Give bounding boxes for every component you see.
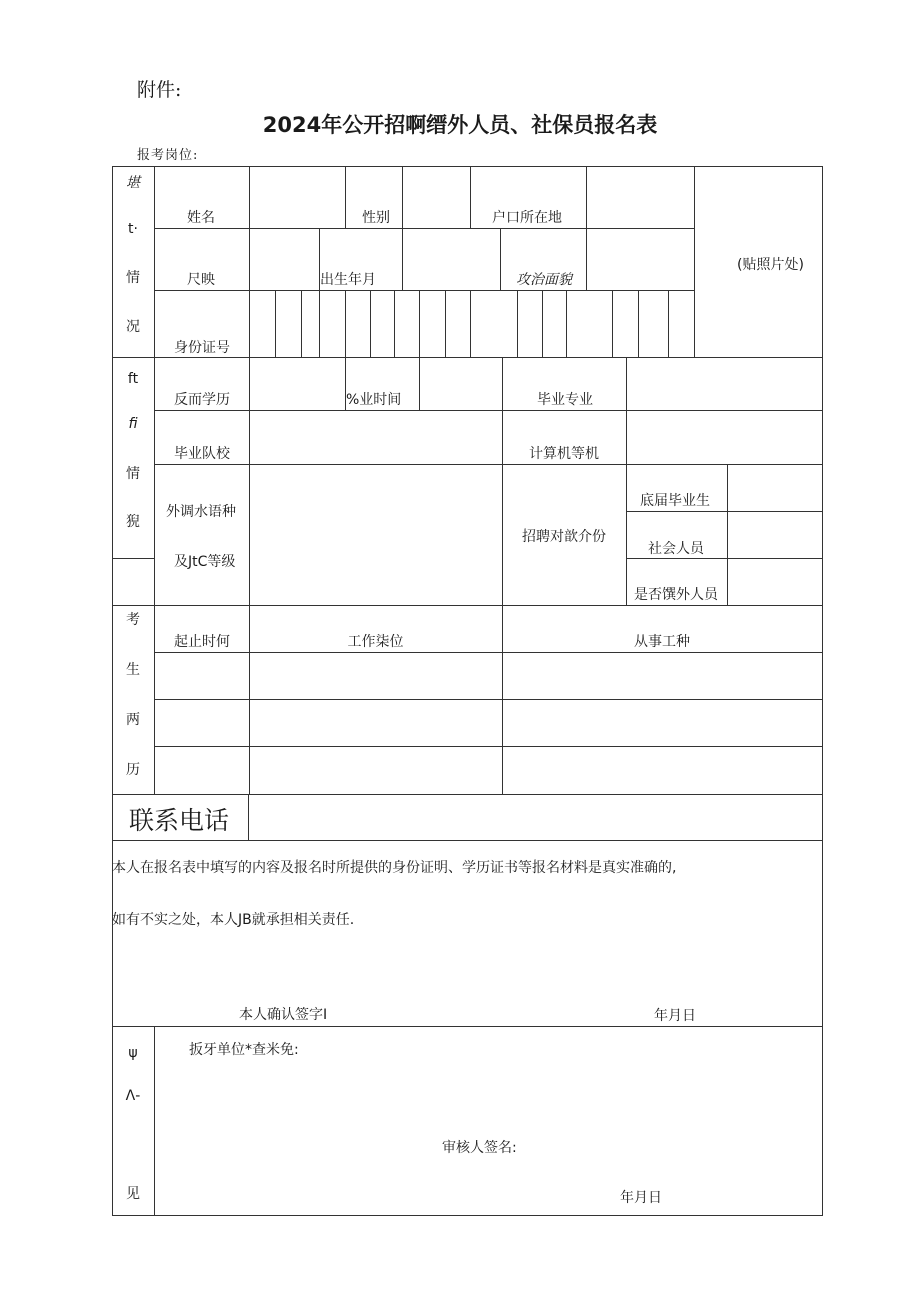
divider-contact-declaration	[112, 840, 823, 841]
foreign-lang-level-label: 及JtC等级	[174, 554, 236, 570]
declaration-line-1: 本人在报名表中填写的内容及报名时所提供的身份证明、学历证书等报名材料是真实准确的,	[112, 860, 677, 876]
review-side-col-line	[154, 1026, 155, 1216]
computer-level-label: 计算机等机	[529, 446, 599, 462]
grid-line	[626, 357, 627, 464]
ethnicity-label: 尺映	[187, 272, 215, 288]
photo-left-line	[694, 166, 695, 357]
fresh-grad-label: 底届毕业生	[640, 493, 710, 509]
id-number-label: 身份证号	[174, 340, 230, 356]
basic-side-char-4: 况	[126, 319, 140, 335]
grid-line	[154, 652, 823, 653]
unit-opinion-label: 扳牙单位*查米免:	[189, 1042, 299, 1058]
table-border-right	[822, 166, 823, 1216]
grid-line	[727, 464, 728, 605]
review-side-char-1: ψ	[128, 1045, 138, 1061]
outsourced-label: 是否馔外人员	[634, 587, 718, 603]
recruit-type-label: 招聘对歆介份	[522, 529, 606, 545]
grad-time-label: %业时间	[346, 392, 402, 408]
basic-side-char-1: 堪	[126, 175, 140, 191]
edu-side-char-1: ft	[127, 371, 139, 387]
work-unit-header: 工作柒位	[347, 634, 404, 650]
divider-work-contact	[112, 794, 823, 795]
grid-line	[566, 290, 567, 357]
hukou-label: 户口所在地	[492, 210, 562, 226]
grid-line	[542, 290, 543, 357]
grid-line	[638, 290, 639, 357]
grid-line	[470, 166, 471, 228]
review-side-char-3: 见	[126, 1186, 140, 1202]
divider-declaration-review	[112, 1026, 823, 1027]
divider-edu-work	[112, 605, 823, 606]
grid-line	[154, 746, 823, 747]
gender-label: 性别	[362, 210, 390, 226]
grid-line	[668, 290, 669, 357]
edu-side-char-4: 猊	[126, 514, 140, 530]
work-side-char-4: 历	[126, 762, 140, 778]
basic-side-char-2: t·	[128, 221, 138, 237]
grid-line	[370, 290, 371, 357]
period-header: 起止时何	[174, 634, 230, 650]
grid-line	[500, 228, 501, 290]
self-sign-label: 本人确认签字I	[239, 1007, 328, 1023]
social-label: 社会人员	[648, 541, 704, 557]
grid-line	[275, 290, 276, 357]
work-side-char-2: 生	[126, 662, 140, 678]
review-date-label: 年月日	[620, 1190, 662, 1206]
work-side-char-3: 两	[126, 712, 140, 728]
photo-placeholder: (贴照片处)	[737, 257, 804, 273]
grid-line	[248, 794, 249, 840]
education-label: 反而学历	[174, 392, 230, 408]
edu-side-char-2: fi	[128, 416, 138, 432]
grid-line	[612, 290, 613, 357]
grid-line	[154, 699, 823, 700]
grid-line	[419, 290, 420, 357]
declaration-line-2: 如有不实之处，本人JB就承担相关责任.	[112, 912, 355, 928]
table-border-top	[112, 166, 823, 167]
birth-label: 出生年月	[320, 272, 376, 288]
applied-post-label: 报考岗位:	[137, 148, 199, 163]
grid-line	[445, 290, 446, 357]
reviewer-sign-label: 审核人签名:	[442, 1140, 517, 1156]
divider-basic-edu	[112, 357, 823, 358]
grid-line	[154, 464, 823, 465]
grid-line	[402, 228, 403, 290]
contact-phone-label: 联系电话	[129, 806, 230, 835]
grid-line	[394, 290, 395, 357]
grid-line	[419, 357, 420, 410]
table-border-bottom	[112, 1215, 823, 1216]
basic-row1-line	[154, 228, 695, 229]
grid-line	[470, 290, 471, 357]
work-side-char-1: 考	[126, 612, 140, 628]
grid-line	[345, 290, 346, 357]
name-label: 姓名	[187, 210, 215, 226]
school-label: 毕业队校	[174, 446, 230, 462]
basic-side-char-3: 情	[126, 270, 140, 286]
grid-line	[249, 464, 250, 605]
grid-line	[517, 290, 518, 357]
foreign-lang-label: 外调水语种	[166, 504, 236, 520]
form-title: 2024年公开招啊缙外人员、社保员报名表	[262, 113, 658, 137]
edu-side-char-3: 情	[126, 466, 140, 482]
grid-line	[586, 166, 587, 291]
grid-line	[112, 558, 154, 559]
grid-line	[319, 290, 320, 357]
grid-line	[626, 464, 627, 605]
declaration-date-label: 年月日	[654, 1008, 696, 1024]
basic-label-col-line	[249, 166, 250, 357]
grid-line	[626, 558, 823, 559]
job-header: 从事工种	[634, 634, 690, 650]
grid-line	[402, 166, 403, 228]
grid-line	[345, 166, 346, 228]
major-label: 毕业专业	[537, 392, 593, 408]
grid-line	[626, 511, 823, 512]
grid-line	[249, 357, 250, 464]
basic-row2-line	[154, 290, 695, 291]
grid-line	[301, 290, 302, 357]
review-side-char-2: Λ-	[125, 1088, 141, 1104]
grid-line	[154, 410, 823, 411]
politics-label: 攻治面貌	[516, 272, 572, 288]
attachment-label: 附件:	[137, 79, 182, 101]
grid-line	[502, 357, 503, 605]
